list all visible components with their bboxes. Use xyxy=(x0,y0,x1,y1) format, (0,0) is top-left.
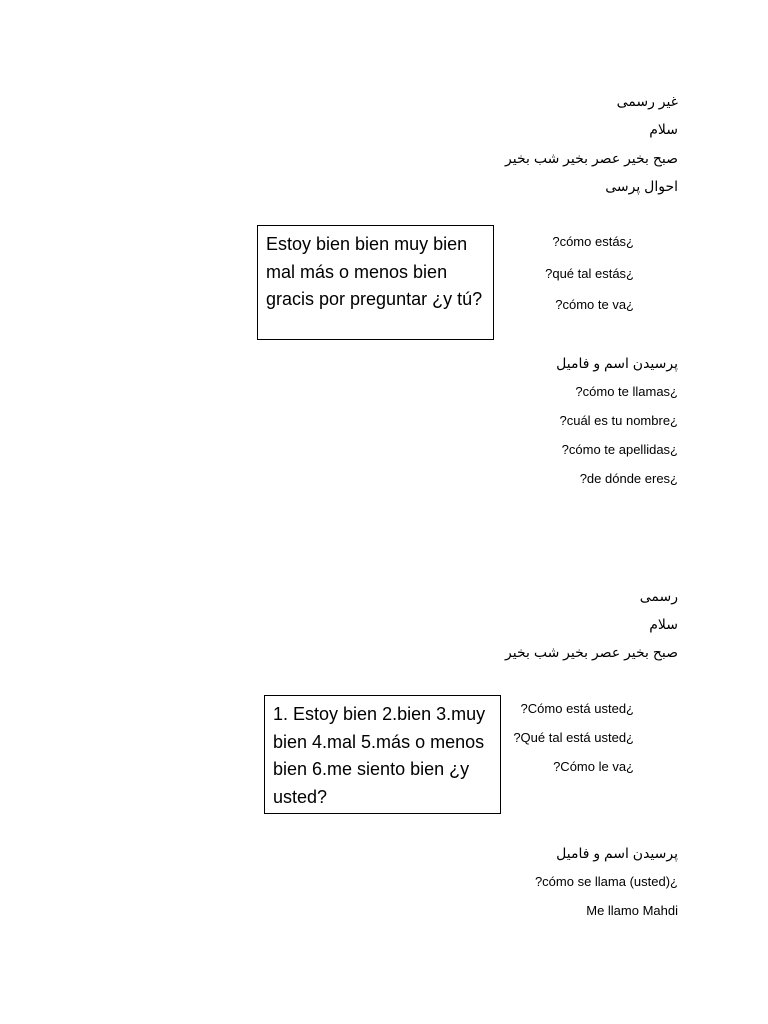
informal-name-question-4: ?de dónde eres¿ xyxy=(579,471,678,486)
informal-question-3: ?cómo te va¿ xyxy=(555,297,634,312)
informal-heading: غیر رسمی xyxy=(616,93,678,109)
formal-name-heading: پرسیدن اسم و فامیل xyxy=(556,845,678,861)
formal-time-greetings: صبح بخیر عصر بخیر شب بخیر xyxy=(505,644,678,660)
formal-greeting: سلام xyxy=(649,616,678,632)
formal-answer-box: 1. Estoy bien 2.bien 3.muy bien 4.mal 5.más o menos bien 6.me siento bien ¿y usted? xyxy=(264,695,501,814)
informal-name-question-3: ?cómo te apellidas¿ xyxy=(561,442,678,457)
informal-question-2: ?qué tal estás¿ xyxy=(545,266,634,281)
informal-question-1: ?cómo estás¿ xyxy=(552,234,634,249)
formal-heading: رسمی xyxy=(639,588,678,604)
informal-name-question-2: ?cuál es tu nombre¿ xyxy=(559,413,678,428)
informal-name-question-1: ?cómo te llamas¿ xyxy=(575,384,678,399)
formal-name-question: ?cómo se llama (usted)¿ xyxy=(534,874,678,889)
informal-time-greetings: صبح بخیر عصر بخیر شب بخیر xyxy=(505,150,678,166)
formal-question-1: ?Cómo está usted¿ xyxy=(520,701,634,716)
wellbeing-heading: احوال پرسی xyxy=(605,178,678,194)
informal-answer-box: Estoy bien bien muy bien mal más o menos bien gracis por preguntar ¿y tú? xyxy=(257,225,494,340)
informal-name-heading: پرسیدن اسم و فامیل xyxy=(556,355,678,371)
informal-greeting: سلام xyxy=(649,121,678,137)
formal-name-answer: Me llamo Mahdi xyxy=(586,903,678,918)
formal-question-3: ?Cómo le va¿ xyxy=(553,759,634,774)
formal-question-2: ?Qué tal está usted¿ xyxy=(513,730,634,745)
